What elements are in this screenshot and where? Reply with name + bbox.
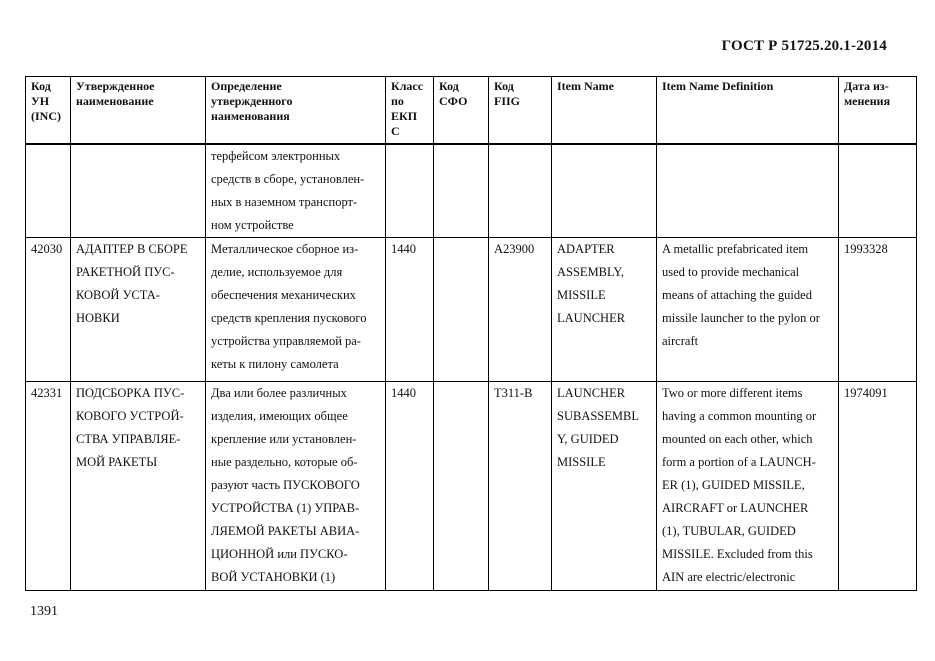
header-text-line: Класс <box>391 79 424 93</box>
table-header-row <box>26 77 917 145</box>
cell-item-definition <box>657 382 839 591</box>
cell-text-line: обеспечения механических <box>211 288 356 302</box>
table-row <box>26 382 917 591</box>
cell-text-line: ADAPTER <box>557 242 615 256</box>
header-text-line: Код <box>31 79 51 93</box>
cell-fiig <box>489 144 552 238</box>
cell-class <box>386 238 434 382</box>
cell-text-line: A23900 <box>494 242 535 256</box>
cell-approved-name <box>71 382 206 591</box>
cell-text-line: МОЙ РАКЕТЫ <box>76 455 158 469</box>
header-text-line: Утвержденное <box>76 79 155 93</box>
cell-text-line: крепление или установлен- <box>211 432 357 446</box>
table-row <box>26 238 917 382</box>
cell-text-line: MISSILE <box>557 288 606 302</box>
cell-text-line: 1440 <box>391 242 416 256</box>
cell-text-line: 1993328 <box>844 242 888 256</box>
cell-text-line: LAUNCHER <box>557 386 626 400</box>
table-body <box>26 144 917 591</box>
cell-item-definition <box>657 144 839 238</box>
cell-text-line: КОВОГО УСТРОЙ- <box>76 409 184 423</box>
cell-approved-name <box>71 144 206 238</box>
header-text-line: наименование <box>76 94 154 108</box>
cell-text-line: средств в сборе, установлен- <box>211 172 365 186</box>
nomenclature-table <box>25 76 917 591</box>
cell-text-line: 1974091 <box>844 386 888 400</box>
cell-text-line: means of attaching the guided <box>662 288 812 302</box>
cell-text-line: устройства управляемой ра- <box>211 334 361 348</box>
cell-text-line: РАКЕТНОЙ ПУС- <box>76 265 175 279</box>
cell-text-line: 1440 <box>391 386 416 400</box>
cell-text-line: АДАПТЕР В СБОРЕ <box>76 242 188 256</box>
cell-text-line: НОВКИ <box>76 311 120 325</box>
header-text-line: Код <box>494 79 514 93</box>
cell-text-line: 42331 <box>31 386 63 400</box>
header-change-date <box>839 77 917 145</box>
cell-text-line: ЦИОННОЙ или ПУСКО- <box>211 547 348 561</box>
header-item-definition <box>657 77 839 145</box>
header-text-line: Item Name Definition <box>662 79 774 93</box>
header-text-line: Дата из- <box>844 79 889 93</box>
header-text-line: менения <box>844 94 891 108</box>
header-text-line: утвержденного <box>211 94 293 108</box>
cell-text-line: missile launcher to the pylon or <box>662 311 820 325</box>
cell-text-line: терфейсом электронных <box>211 149 341 163</box>
cell-text-line: 42030 <box>31 242 63 256</box>
cell-text-line: used to provide mechanical <box>662 265 800 279</box>
cell-text-line: делие, используемое для <box>211 265 343 279</box>
cell-definition <box>206 238 386 382</box>
header-item-name <box>552 77 657 145</box>
cell-text-line: AIRCRAFT or LAUNCHER <box>662 501 809 515</box>
cell-text-line: (1), TUBULAR, GUIDED <box>662 524 796 538</box>
cell-text-line: aircraft <box>662 334 699 348</box>
header-text-line: (INC) <box>31 109 61 123</box>
cell-item-name <box>552 144 657 238</box>
cell-text-line: mounted on each other, which <box>662 432 813 446</box>
cell-inc <box>26 144 71 238</box>
cell-inc <box>26 238 71 382</box>
cell-text-line: MISSILE <box>557 455 606 469</box>
header-sfo <box>434 77 489 145</box>
header-text-line: наименования <box>211 109 290 123</box>
cell-approved-name <box>71 238 206 382</box>
header-class <box>386 77 434 145</box>
header-text-line: СФО <box>439 94 468 108</box>
cell-sfo <box>434 238 489 382</box>
cell-item-definition <box>657 238 839 382</box>
header-fiig <box>489 77 552 145</box>
page-number: 1391 <box>30 604 58 619</box>
header-text-line: ЕКП <box>391 109 418 123</box>
cell-text-line: T311-B <box>494 386 533 400</box>
cell-fiig <box>489 238 552 382</box>
cell-definition <box>206 144 386 238</box>
cell-text-line: SUBASSEMBL <box>557 409 639 423</box>
cell-item-name <box>552 382 657 591</box>
header-inc <box>26 77 71 145</box>
cell-text-line: СТВА УПРАВЛЯЕ- <box>76 432 181 446</box>
header-approved-name <box>71 77 206 145</box>
cell-text-line: LAUNCHER <box>557 311 626 325</box>
cell-text-line: КОВОЙ УСТА- <box>76 288 160 302</box>
standard-designation: ГОСТ Р 51725.20.1-2014 <box>721 38 887 54</box>
cell-text-line: AIN are electric/electronic <box>662 570 796 584</box>
cell-text-line: ЛЯЕМОЙ РАКЕТЫ АВИА- <box>211 524 360 538</box>
cell-text-line: ПОДСБОРКА ПУС- <box>76 386 185 400</box>
header-definition <box>206 77 386 145</box>
cell-text-line: разуют часть ПУСКОВОГО <box>211 478 360 492</box>
cell-text-line: ASSEMBLY, <box>557 265 624 279</box>
cell-text-line: Металлическое сборное из- <box>211 242 359 256</box>
header-text-line: FIIG <box>494 94 521 108</box>
header-text-line: Код <box>439 79 459 93</box>
cell-text-line: ных в наземном транспорт- <box>211 195 358 209</box>
cell-text-line: MISSILE. Excluded from this <box>662 547 813 561</box>
cell-text-line: form a portion of a LAUNCH- <box>662 455 816 469</box>
cell-text-line: having a common mounting or <box>662 409 817 423</box>
header-text-line: по <box>391 94 404 108</box>
cell-text-line: Два или более различных <box>211 386 347 400</box>
header-text-line: Определение <box>211 79 282 93</box>
cell-text-line: Two or more different items <box>662 386 803 400</box>
cell-change-date <box>839 238 917 382</box>
cell-text-line: средств крепления пускового <box>211 311 367 325</box>
cell-class <box>386 144 434 238</box>
cell-change-date <box>839 144 917 238</box>
cell-item-name <box>552 238 657 382</box>
cell-text-line: ном устройстве <box>211 218 294 232</box>
cell-text-line: кеты к пилону самолета <box>211 357 339 371</box>
cell-text-line: ВОЙ УСТАНОВКИ (1) <box>211 570 336 584</box>
cell-text-line: изделия, имеющих общее <box>211 409 348 423</box>
cell-text-line: Y, GUIDED <box>557 432 619 446</box>
cell-text-line: ные раздельно, которые об- <box>211 455 358 469</box>
header-text-line: УН <box>31 94 50 108</box>
cell-sfo <box>434 382 489 591</box>
cell-class <box>386 382 434 591</box>
cell-definition <box>206 382 386 591</box>
cell-text-line: УСТРОЙСТВА (1) УПРАВ- <box>211 501 360 515</box>
cell-text-line: A metallic prefabricated item <box>662 242 809 256</box>
cell-inc <box>26 382 71 591</box>
cell-sfo <box>434 144 489 238</box>
cell-fiig <box>489 382 552 591</box>
table-row <box>26 144 917 238</box>
cell-text-line: ER (1), GUIDED MISSILE, <box>662 478 805 492</box>
header-text-line: Item Name <box>557 79 614 93</box>
header-text-line: С <box>391 124 400 138</box>
cell-change-date <box>839 382 917 591</box>
